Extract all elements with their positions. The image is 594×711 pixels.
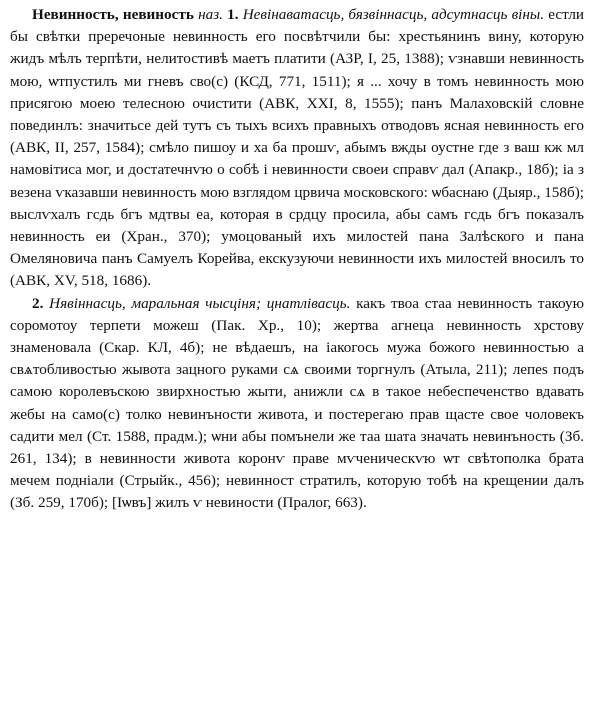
sense-1-paragraph <box>10 4 584 293</box>
sense-1-gloss: Невінаватасць, бязвіннасць, адсутнасць віны. <box>242 6 545 23</box>
sense-2-paragraph <box>10 293 584 515</box>
headword: Невинность, невиность <box>32 6 194 23</box>
sense-1-number: 1. <box>227 6 239 23</box>
dictionary-entry <box>10 4 584 515</box>
grammar-label: наз. <box>198 6 223 23</box>
sense-2-citations: какъ твоа стаа невинность такоую соромотоу терпети можеш (Пак. Хр., 10); жертва агнеца невинность хрстову знаменовала (Скар. КЛ, 4б); не вѣдаешъ, на іакогось мужа божого невинностью а свѧтобливостью жывота зацного руками сѧ своими торгнулъ (Атыла, 211); лепеѕ подъ самою королевъскою звирхностью жыти, анижли сѧ в такое небеспеченство вдавать жебы на само(с) толко невинъности живота, и постерегаю прав щасте свое чоловекъ садити мел (Ст. 1588, прадм.); ѡни абы помънели же таа шата значать невинъность (Зб. 261, 134); в невинности живота коронѵ праве мѵченическѵю ѡт свѣтополка брата мечем подніали (Стрыйк., 456); невинност стратилъ, которую тобѣ на крещении далъ (Зб. 259, 170б); [Іѡвъ] жилъ ѵ невиности (Пралог, 663). <box>10 294 585 512</box>
sense-2-number: 2. <box>32 294 44 312</box>
sense-1-citations: естли бы свѣтки преречоные невинность его посвѣтчили бы: хрестьянинъ вину, которую жидъ мѣлъ терпѣти, нелитостивѣ маетъ платити (АЗР, I, 25, 1388); ѵзнавши невинность мою, ѡтпустилъ ми гневъ сво(с) (КСД, 771, 1511); я ... хочу в томъ невинность мою присягою моею телесною очистити (АВК, XXI, 8, 1555); панъ Малаховскій словне повединлъ: значитьсе дей тутъ съ тыхъ всихъ правныхъ отводовъ ясная невинность его (АВК, II, 257, 1584); смѣло пишоу и ха ба прошѵ, абымъ вжды оустне где з ваш кж мл намовітиса мог, и достатечнѵю о собѣ і невинности своеи справѵ дал (Апакр., 18б); іа з везена ѵказавши невинность мою взглядом црвича московского: ѡбаснаю (Дыяр., 158б); выслѵхалъ гсдь бгъ мдтвы еа, которая в срдцу просила, абы самъ гсдь бгъ показалъ невинность еи (Хран., 370); умоцованый ихъ милостей пана Залѣского и пана Омеляновича панъ Самуелъ Корейва, екскузуючи невинности ихъ милостей вносилъ то (АВК, XV, 518, 1686). <box>10 6 585 290</box>
sense-2-gloss: Нявіннасць, маральная чысціня; цнатлівасць. <box>49 294 351 312</box>
